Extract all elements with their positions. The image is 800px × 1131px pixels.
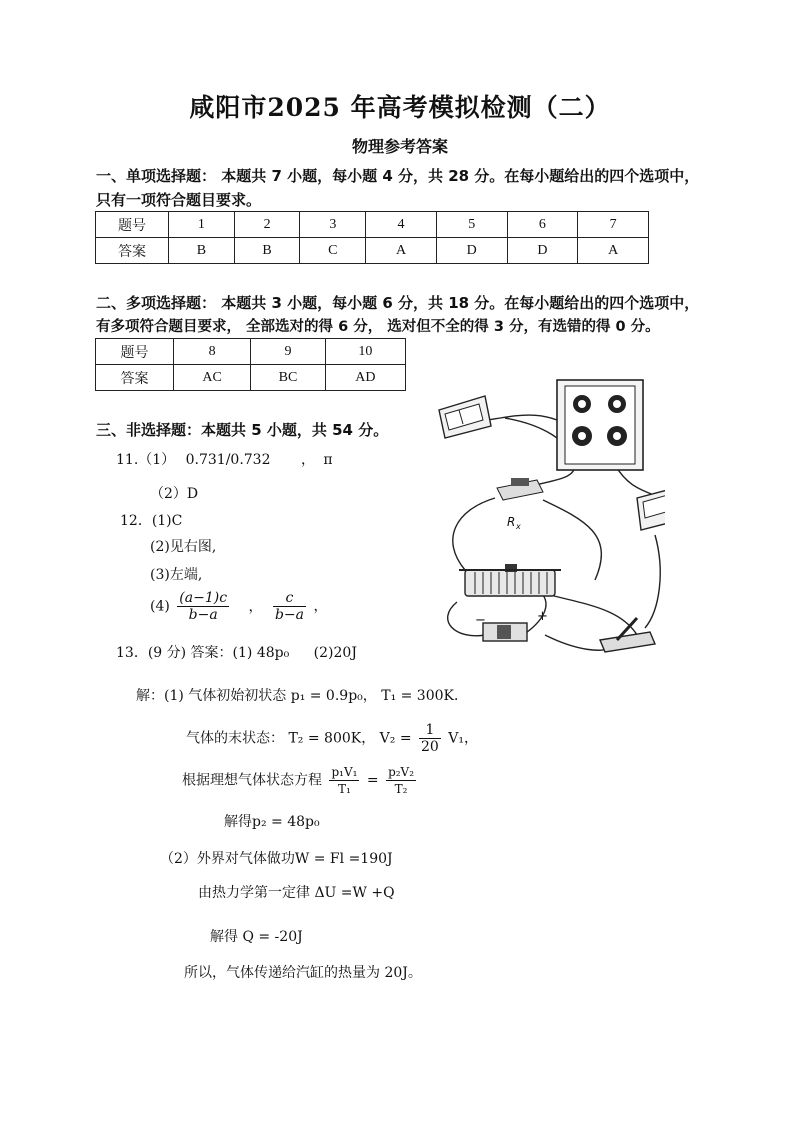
- section1-table: [95, 211, 649, 264]
- solution-line-5: （2）外界对气体做功W = Fl =190J: [160, 851, 393, 867]
- solution-line-3: 根据理想气体状态方程 $\frac{\text{p₁V₁}}{\text{T₁}}$ = $\frac{\text{p₂V₂}}{\text{T₂}}$: [182, 765, 415, 796]
- voltmeter: [637, 488, 665, 530]
- solution-line-7: 解得 Q = -20J: [210, 929, 303, 945]
- solution-line-8: 所以，气体传递给汽缸的热量为 20J。: [184, 965, 422, 981]
- section1-heading: 一、单项选择题： 本题共 7 小题，每小题 4 分，共 28 分。在每小题给出的四个选项中， 只有一项符合题目要求。: [96, 167, 700, 209]
- solution-line-1: 解：(1) 气体初始初状态 p₁ = 0.9p₀， T₁ = 300K．: [136, 688, 468, 704]
- table-cell: A: [578, 238, 649, 264]
- table-row: [96, 339, 406, 365]
- ammeter: [439, 396, 491, 438]
- table-cell: 7: [578, 212, 649, 238]
- battery-plus-label: +: [537, 609, 548, 624]
- table-cell: B: [234, 238, 300, 264]
- table-row: [96, 365, 406, 391]
- solution-line-2: 气体的末状态： T₂ = 800K， V₂ = $\frac{1}{20}$ V₁，: [186, 722, 479, 755]
- section2-heading: 二、多项选择题： 本题共 3 小题，每小题 6 分，共 18 分。在每小题给出的四个选项中， 有多项符合题目要求， 全部选对的得 6 分， 选对但不全的得 3 分，有选错的得 0 分。: [96, 294, 700, 335]
- battery-minus-label: −: [475, 613, 486, 628]
- multimeter: [557, 380, 643, 470]
- table-row: [96, 212, 649, 238]
- circuit-diagram: [425, 370, 665, 665]
- table-cell: 2: [234, 212, 300, 238]
- table-label-q: 题号: [96, 212, 169, 238]
- table-cell: BC: [251, 365, 325, 391]
- table-cell: AD: [325, 365, 405, 391]
- table-label-a: 答案: [96, 365, 174, 391]
- table-label-q: 题号: [96, 339, 174, 365]
- resistor-rx: [497, 478, 543, 531]
- solution-line-4: 解得p₂ = 48p₀: [224, 814, 320, 830]
- table-cell: C: [300, 238, 366, 264]
- section3-heading: 三、非选择题：本题共 5 小题，共 54 分。: [96, 421, 389, 439]
- section2-table: [95, 338, 406, 391]
- table-cell: D: [436, 238, 507, 264]
- table-cell: 5: [436, 212, 507, 238]
- rx-subscript: x: [516, 522, 521, 531]
- battery: [475, 609, 548, 641]
- rheostat: [459, 564, 561, 596]
- q11-line1: 11.（1） 0.731/0.732 ， π: [116, 452, 333, 468]
- page-subtitle: 物理参考答案: [351, 137, 448, 156]
- table-cell: 3: [300, 212, 366, 238]
- table-cell: D: [507, 238, 578, 264]
- rx-label: R: [507, 515, 516, 529]
- table-cell: 9: [251, 339, 325, 365]
- solution-line-6: 由热力学第一定律 ΔU =W +Q: [198, 885, 395, 901]
- table-cell: B: [169, 238, 235, 264]
- q12-line2: (2)见右图,: [150, 539, 217, 555]
- q12-line3: (3)左端,: [150, 567, 203, 583]
- table-cell: 6: [507, 212, 578, 238]
- page-title: 咸阳市2025 年高考模拟检测（二）: [189, 93, 611, 122]
- table-label-a: 答案: [96, 238, 169, 264]
- table-cell: 1: [169, 212, 235, 238]
- q12-line4: (4) $\frac{(a-1)c}{b-a}$ ， $\frac{c}{b-a}$ ，: [150, 590, 328, 623]
- q12-line1: 12．(1)C: [120, 513, 183, 529]
- table-cell: 10: [325, 339, 405, 365]
- table-cell: A: [366, 238, 437, 264]
- q13-answer: 13．(9 分) 答案：(1) 48p₀ (2)20J: [116, 645, 357, 661]
- table-cell: 4: [366, 212, 437, 238]
- table-cell: AC: [174, 365, 251, 391]
- table-row: [96, 238, 649, 264]
- q11-line2: （2）D: [150, 486, 199, 502]
- table-cell: 8: [174, 339, 251, 365]
